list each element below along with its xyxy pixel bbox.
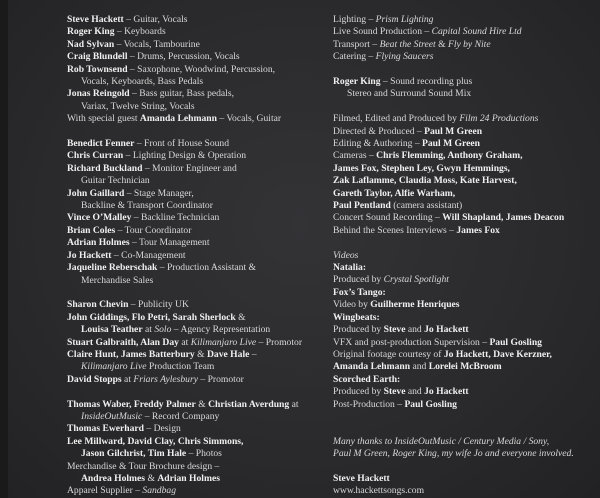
- credit-role: Produced by: [333, 274, 384, 286]
- credit-line: [67, 275, 317, 287]
- credit-line: [333, 250, 595, 262]
- credit-line: [333, 485, 595, 497]
- credit-line: [333, 126, 595, 138]
- credit-name: Wingbeats:: [333, 311, 380, 323]
- credit-line: [67, 250, 317, 262]
- credit-name: Jo Hackett: [424, 386, 469, 398]
- credit-name: Guilherme Henriques: [370, 299, 460, 311]
- credit-line: [333, 262, 595, 274]
- credit-role: at: [142, 324, 155, 336]
- credit-name: Adrian Holmes: [157, 472, 220, 484]
- credit-line: [333, 138, 595, 150]
- credit-line: [333, 14, 595, 26]
- credit-role: &: [145, 472, 158, 484]
- credit-line: [67, 262, 317, 274]
- credit-name: Claire Hunt, James Batterbury: [67, 348, 195, 360]
- credit-line: [67, 26, 317, 38]
- credit-role: – Production Assistant &: [157, 262, 256, 274]
- credits-left-column: [67, 14, 317, 498]
- credit-line: [333, 88, 595, 100]
- credit-company: Prism Lighting: [375, 14, 434, 25]
- credit-company: Capital Sound Hire Ltd: [431, 26, 522, 38]
- spacer: [67, 287, 317, 299]
- credit-name: Scorched Earth:: [333, 373, 401, 385]
- credit-role: – Photos: [186, 448, 222, 460]
- credit-line: [333, 76, 595, 88]
- credit-role: Variax, Twelve String, Vocals: [81, 100, 195, 112]
- credit-role: at: [121, 373, 134, 385]
- credit-name: Chris Curran: [67, 150, 124, 162]
- credit-line: [67, 349, 317, 361]
- credit-role: (camera assistant): [390, 200, 463, 212]
- credit-line: [67, 175, 317, 187]
- credit-company: Crystal Spotlight: [383, 274, 449, 286]
- credit-line: [67, 461, 317, 473]
- credit-role: Catering –: [333, 51, 376, 63]
- credit-role: Behind the Scenes Interviews –: [333, 224, 457, 236]
- credit-line: [67, 64, 317, 76]
- credit-line: [67, 225, 317, 237]
- credit-role: – Monitor Engineer and: [142, 162, 237, 174]
- credit-name: Jo Hackett, Dave Kerzner,: [443, 348, 552, 360]
- credit-role: – Agency Representation: [171, 324, 271, 336]
- credit-role: www.hackettsongs.com: [333, 485, 425, 497]
- credit-role: – Tour Management: [129, 237, 210, 249]
- credit-company: Kilimanjaro Live: [190, 336, 257, 348]
- credit-role: Produced by: [333, 324, 384, 336]
- spacer: [67, 126, 317, 138]
- credit-line: [67, 436, 317, 448]
- credit-name: Gareth Taylor, Alfie Warham,: [333, 187, 456, 199]
- credit-role: – Co-Management: [111, 249, 186, 261]
- credit-role: – Publicity UK: [128, 299, 189, 311]
- credit-name: David Stopps: [67, 373, 122, 385]
- credit-name: Roger King: [333, 76, 381, 88]
- credit-name: Craig Blundell: [67, 51, 128, 63]
- page-spine: [0, 0, 8, 498]
- credit-company: Many thanks to InsideOutMusic / Century Media / Sony,: [333, 435, 550, 447]
- credit-name: Vince O’Malley: [67, 212, 132, 224]
- credit-line: [333, 150, 595, 162]
- credit-name: John Giddings, Flo Petri, Sarah Sherlock: [67, 311, 236, 323]
- credit-name: Steve: [383, 386, 406, 398]
- credit-line: [67, 101, 317, 113]
- spacer: [333, 411, 595, 423]
- credit-company: Fly by Nite: [447, 38, 491, 50]
- credit-name: Lorelei McBroom: [428, 361, 502, 373]
- credit-name: Thomas Ewerhard: [67, 423, 145, 435]
- credit-company: Sandbag: [142, 485, 176, 497]
- credit-role: Video by: [333, 299, 371, 311]
- credit-name: Amanda Lehmann: [333, 361, 411, 373]
- credit-line: [333, 349, 595, 361]
- credit-company: Flying Saucers: [375, 51, 434, 63]
- credit-line: [333, 399, 595, 411]
- credit-role: – Bass guitar, Bass pedals,: [129, 88, 234, 100]
- credit-line: [67, 337, 317, 349]
- credit-line: [333, 39, 595, 51]
- credit-line: [333, 26, 595, 38]
- credit-line: [67, 163, 317, 175]
- credits-right-column: [333, 14, 595, 498]
- credit-company: InsideOutMusic: [81, 410, 143, 422]
- credit-role: Stereo and Surround Sound Mix: [347, 88, 472, 100]
- credit-role: Live Sound Production –: [333, 26, 432, 38]
- credit-line: [67, 212, 317, 224]
- credit-line: [333, 188, 595, 200]
- credit-name: Adrian Holmes: [67, 237, 130, 249]
- credit-role: at: [289, 398, 299, 410]
- credit-line: [67, 200, 317, 212]
- credit-name: Roger King: [67, 26, 115, 38]
- credit-name: Paul M Green: [424, 125, 483, 137]
- credit-line: [67, 374, 317, 386]
- credit-line: [67, 113, 317, 125]
- credit-name: Benedict Fenner: [67, 138, 135, 150]
- credit-role: Produced by: [333, 386, 384, 398]
- credit-role: Cameras –: [333, 150, 377, 162]
- credit-line: [333, 287, 595, 299]
- credit-line: [333, 324, 595, 336]
- credit-name: Sharon Chevin: [67, 299, 129, 311]
- credit-role: – Vocals, Guitar: [216, 113, 282, 125]
- credit-line: [67, 312, 317, 324]
- credit-role: – Promotor: [197, 373, 244, 385]
- credit-name: Paul M Green: [422, 138, 480, 150]
- credit-line: [67, 150, 317, 162]
- credit-role: VFX and post-production Supervision –: [333, 336, 490, 348]
- credit-role: – Drums, Percussion, Vocals: [127, 51, 240, 63]
- credit-line: [333, 113, 595, 125]
- credit-line: [67, 324, 317, 336]
- credit-role: Backline & Transport Coordinator: [81, 200, 213, 212]
- credit-role: &: [435, 38, 448, 50]
- credit-line: [333, 225, 595, 237]
- credit-line: [333, 200, 595, 212]
- credit-line: [67, 14, 317, 26]
- credit-line: [333, 212, 595, 224]
- credit-name: Zak Laflamme, Claudia Moss, Kate Harvest,: [333, 175, 517, 187]
- credit-role: Filmed, Edited and Produced by: [333, 113, 460, 125]
- credit-line: [67, 237, 317, 249]
- credit-role: – Backline Technician: [131, 212, 220, 224]
- credit-line: [333, 175, 595, 187]
- credit-line: [67, 51, 317, 63]
- credit-line: [67, 188, 317, 200]
- credit-role: – Sound recording plus: [380, 76, 473, 88]
- credit-line: [67, 411, 317, 423]
- credit-name: Amanda Lehmann: [139, 113, 217, 125]
- credit-name: Louisa Teather: [81, 324, 143, 336]
- credit-line: [333, 473, 595, 485]
- credit-role: With special guest: [67, 113, 140, 125]
- credit-role: Concert Sound Recording –: [333, 212, 443, 224]
- credit-line: [67, 485, 317, 497]
- credit-name: Jaqueline Reberschak: [67, 262, 158, 274]
- credit-line: [67, 448, 317, 460]
- credit-name: Stuart Galbraith, Alan Day: [67, 336, 179, 348]
- spacer: [67, 386, 317, 398]
- credit-name: Natalia:: [333, 262, 367, 274]
- spacer: [333, 237, 595, 249]
- credit-name: James Fox: [456, 224, 500, 236]
- credit-role: Transport –: [333, 38, 380, 50]
- credit-line: [67, 473, 317, 485]
- credit-role: Lighting –: [333, 14, 376, 25]
- credit-role: – Saxophone, Woodwind, Percussion,: [127, 63, 276, 75]
- spacer: [333, 64, 595, 76]
- credit-role: – Design: [144, 423, 181, 435]
- credit-company: Beat the Street: [379, 38, 436, 50]
- credit-name: Paul Gosling: [404, 398, 457, 410]
- credit-name: Jason Gilchrist, Tim Hale: [81, 448, 187, 460]
- credit-name: Richard Buckland: [67, 162, 143, 174]
- credit-name: Chris Flemming, Anthony Graham,: [376, 150, 523, 162]
- credit-name: Paul Gosling: [489, 336, 542, 348]
- credit-name: Brian Coles: [67, 224, 116, 236]
- credit-role: &: [194, 348, 207, 360]
- credit-role: at: [178, 336, 191, 348]
- credit-role: Original footage courtesy of: [333, 348, 444, 360]
- credit-name: John Gaillard: [67, 187, 125, 199]
- credit-role: &: [235, 311, 246, 323]
- credit-role: Apparel Supplier –: [67, 485, 143, 497]
- credit-line: [333, 436, 595, 448]
- credit-line: [67, 361, 317, 373]
- credit-role: Guitar Technician: [81, 175, 150, 187]
- credit-role: &: [195, 398, 209, 410]
- credit-line: [333, 274, 595, 286]
- credit-role: – Stage Manager,: [124, 187, 194, 199]
- credit-line: [67, 39, 317, 51]
- credit-role: and: [405, 324, 425, 336]
- credit-role: – Guitar, Vocals: [123, 14, 188, 25]
- credit-line: [67, 399, 317, 411]
- credit-role: and: [410, 361, 429, 373]
- credit-company: Kilimanjaro Live: [81, 361, 147, 373]
- credit-line: [67, 423, 317, 435]
- credit-line: [67, 76, 317, 88]
- credit-name: Steve Hackett: [67, 14, 124, 25]
- credit-name: Andrea Holmes: [81, 472, 146, 484]
- credit-line: [333, 51, 595, 63]
- credit-name: Will Shapland, James Deacon: [442, 212, 565, 224]
- spacer: [333, 461, 595, 473]
- credit-role: Editing & Authoring –: [333, 138, 423, 150]
- credit-line: [333, 448, 595, 460]
- credit-name: Steve: [383, 324, 406, 336]
- credit-name: Lee Millward, David Clay, Chris Simmons,: [67, 435, 244, 447]
- credit-role: – Record Company: [142, 410, 220, 422]
- credit-name: Christian Averdung: [208, 398, 290, 410]
- credit-name: Thomas Waber, Freddy Palmer: [67, 398, 196, 410]
- credit-name: Paul Pentland: [333, 200, 391, 212]
- credit-name: Jo Hackett: [67, 249, 112, 261]
- credit-role: Directed & Produced –: [333, 125, 425, 137]
- credit-line: [333, 312, 595, 324]
- credit-line: [333, 337, 595, 349]
- credit-role: – Vocals, Tambourine: [114, 38, 200, 50]
- credit-role: – Front of House Sound: [134, 138, 230, 150]
- credit-role: Merchandise Sales: [81, 274, 154, 286]
- credit-name: James Fox, Stephen Ley, Gwyn Hemmings,: [333, 162, 510, 174]
- credit-role: – Promotor: [256, 336, 303, 348]
- credit-line: [67, 138, 317, 150]
- credit-role: – Lighting Design & Operation: [123, 150, 247, 162]
- credit-role: – Tour Coordinator: [115, 224, 192, 236]
- credit-line: [333, 361, 595, 373]
- credit-line: [67, 88, 317, 100]
- credit-company: Solo: [154, 324, 172, 336]
- credit-line: [333, 374, 595, 386]
- credit-line: [333, 163, 595, 175]
- credit-name: Steve Hackett: [333, 472, 390, 484]
- credit-company: Videos: [333, 249, 359, 261]
- credit-role: Merchandise & Tour Brochure design –: [67, 460, 220, 472]
- credit-name: Fox’s Tango:: [333, 286, 386, 298]
- credit-role: Post-Production –: [333, 398, 405, 410]
- credit-name: Jo Hackett: [424, 324, 469, 336]
- credit-line: [67, 299, 317, 311]
- credit-role: and: [405, 386, 425, 398]
- credit-role: – Keyboards: [114, 26, 166, 38]
- credit-name: Rob Townsend: [67, 63, 128, 75]
- spacer: [333, 101, 595, 113]
- credit-company: Paul M Green, Roger King, my wife Jo and everyone involved.: [333, 448, 574, 460]
- credit-role: Production Team: [146, 361, 215, 373]
- credit-name: Dave Hale: [207, 348, 250, 360]
- credit-company: Friars Aylesbury: [133, 373, 198, 385]
- credit-name: Nad Sylvan: [67, 38, 115, 50]
- spacer: [333, 423, 595, 435]
- credit-line: [333, 386, 595, 398]
- credit-line: [333, 299, 595, 311]
- credit-role: –: [249, 348, 257, 360]
- credit-company: Film 24 Productions: [459, 113, 539, 125]
- credit-role: Vocals, Keyboards, Bass Pedals: [81, 76, 204, 88]
- credit-name: Jonas Reingold: [67, 88, 130, 100]
